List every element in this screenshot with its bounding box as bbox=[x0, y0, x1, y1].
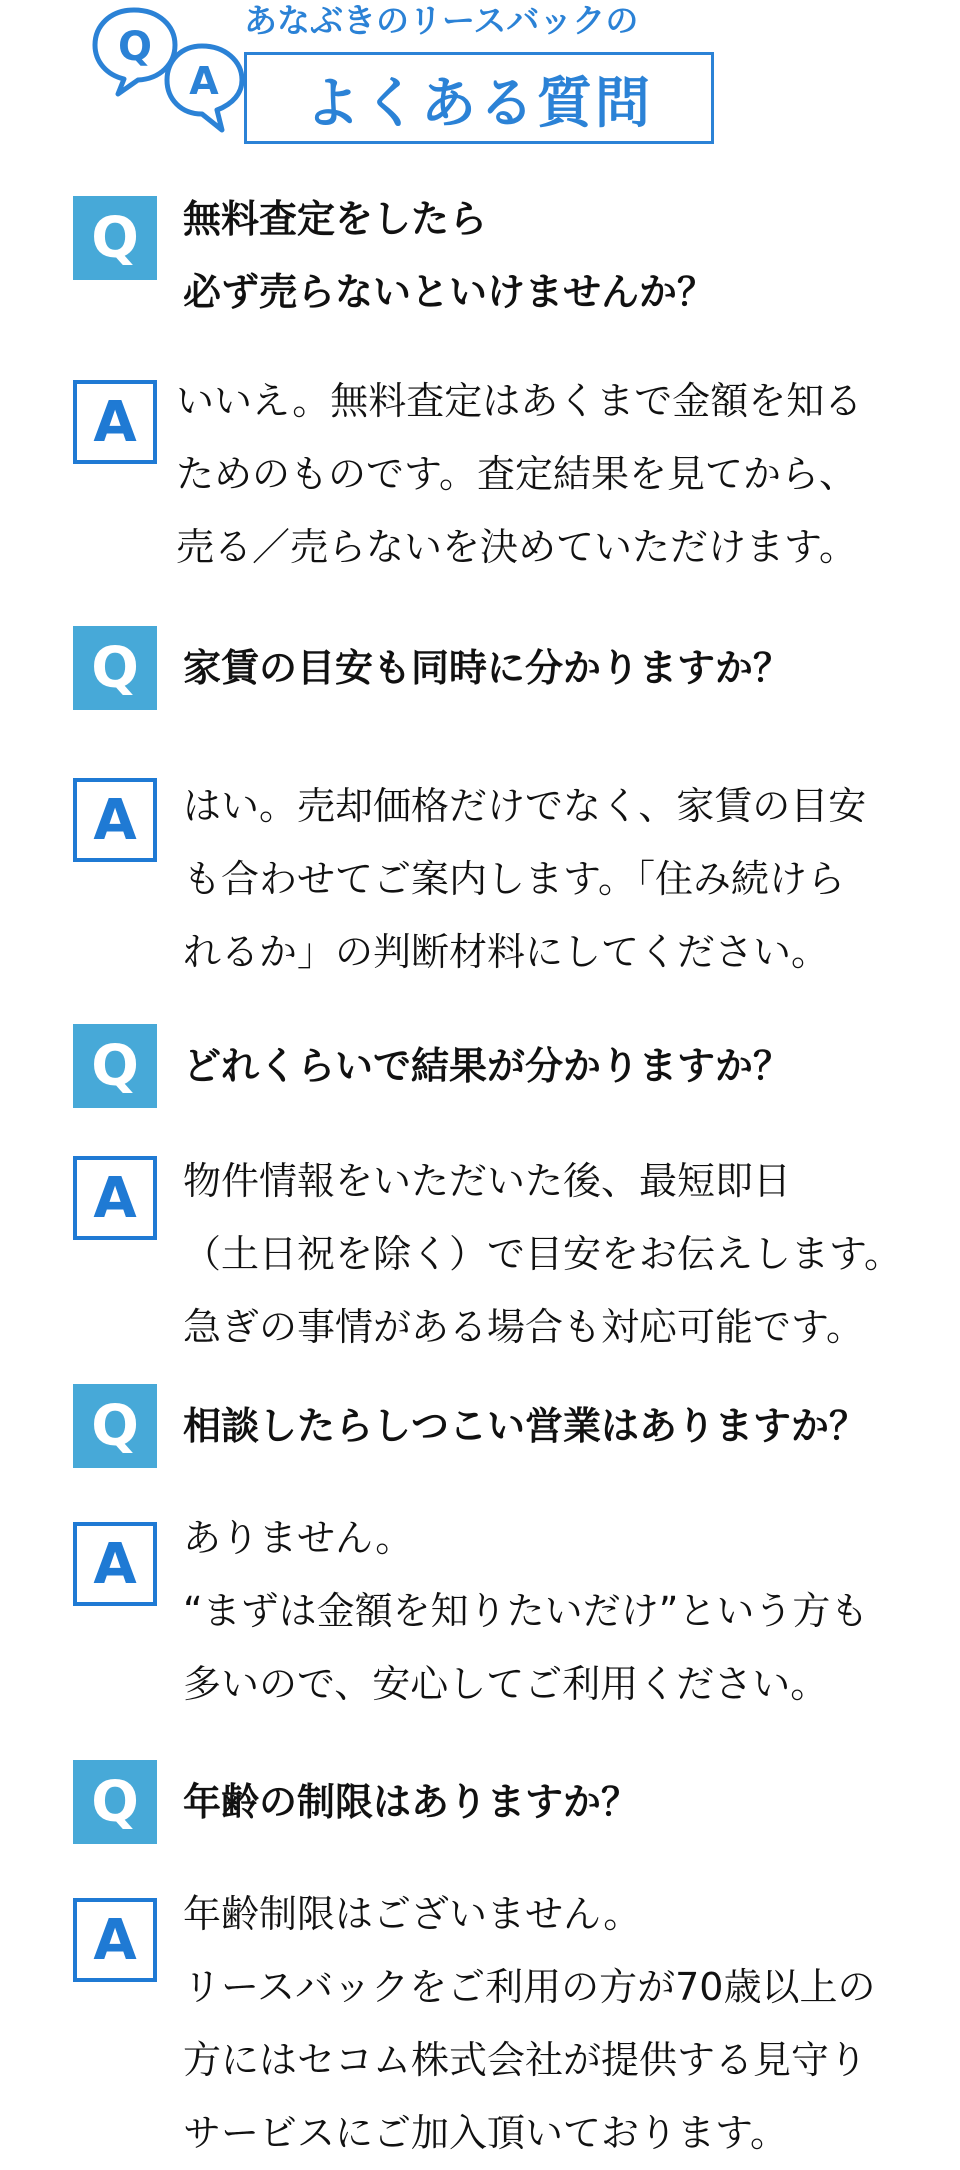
answer-badge: A bbox=[73, 1522, 157, 1606]
answer-line: サービスにご加入頂いております。 bbox=[183, 2111, 788, 2155]
question-line: 相談したらしつこい営業はありますか？ bbox=[183, 1404, 868, 1448]
answer-text bbox=[183, 770, 953, 989]
answer-badge: A bbox=[73, 778, 157, 862]
header-a-letter: A bbox=[189, 59, 219, 103]
answer-text bbox=[183, 1502, 953, 1721]
answer-text bbox=[183, 1145, 953, 1364]
question-badge: Q bbox=[73, 1024, 157, 1108]
answer-badge: A bbox=[73, 1898, 157, 1982]
answer-line: 急ぎの事情がある場合も対応可能です。 bbox=[183, 1305, 864, 1349]
answer-text bbox=[176, 365, 946, 584]
page-title: よくある質問 bbox=[304, 70, 653, 135]
answer-line: れるか」の判断材料にしてください。 bbox=[183, 930, 830, 974]
question-text bbox=[183, 183, 953, 329]
header-subtitle: あなぶきのリースバックの bbox=[244, 1, 639, 40]
answer-line: も合わせてご案内します。「住み続けら bbox=[183, 857, 845, 901]
answer-line: “まずは金額を知りたいだけ”という方も bbox=[183, 1589, 869, 1633]
answer-line: 売る／売らないを決めていただけます。 bbox=[176, 525, 857, 569]
question-badge: Q bbox=[73, 1760, 157, 1844]
question-text bbox=[183, 1030, 953, 1103]
answer-line: ありません。 bbox=[183, 1516, 414, 1560]
question-line: どれくらいで結果が分かりますか？ bbox=[183, 1044, 792, 1088]
answer-badge: A bbox=[73, 1156, 157, 1240]
question-badge: Q bbox=[73, 626, 157, 710]
question-line: 年齢の制限はありますか？ bbox=[183, 1780, 640, 1824]
question-text bbox=[183, 1766, 953, 1839]
question-text bbox=[183, 1390, 953, 1463]
answer-line: リースバックをご利用の方が70歳以上の bbox=[183, 1965, 876, 2009]
answer-line: 方にはセコム株式会社が提供する見守り bbox=[183, 2038, 868, 2082]
question-badge: Q bbox=[73, 1384, 157, 1468]
answer-line: ためのものです。査定結果を見てから、 bbox=[176, 452, 857, 496]
answer-line: 物件情報をいただいた後、最短即日 bbox=[183, 1159, 792, 1203]
question-text bbox=[183, 632, 953, 705]
answer-line: いいえ。無料査定はあくまで金額を知る bbox=[176, 379, 863, 423]
question-line: 必ず売らないといけませんか？ bbox=[183, 270, 716, 314]
answer-text bbox=[183, 1878, 953, 2170]
answer-line: 年齢制限はございません。 bbox=[183, 1892, 642, 1936]
question-line: 家賃の目安も同時に分かりますか？ bbox=[183, 646, 792, 690]
question-line: 無料査定をしたら bbox=[183, 197, 488, 241]
answer-badge: A bbox=[73, 380, 157, 464]
answer-line: はい。売却価格だけでなく、家賃の目安 bbox=[183, 784, 867, 828]
header-q-letter: Q bbox=[117, 24, 153, 70]
answer-line: （土日祝を除く）で目安をお伝えします。 bbox=[183, 1232, 902, 1276]
question-badge: Q bbox=[73, 196, 157, 280]
answer-line: 多いので、安心してご利用ください。 bbox=[183, 1662, 829, 1706]
